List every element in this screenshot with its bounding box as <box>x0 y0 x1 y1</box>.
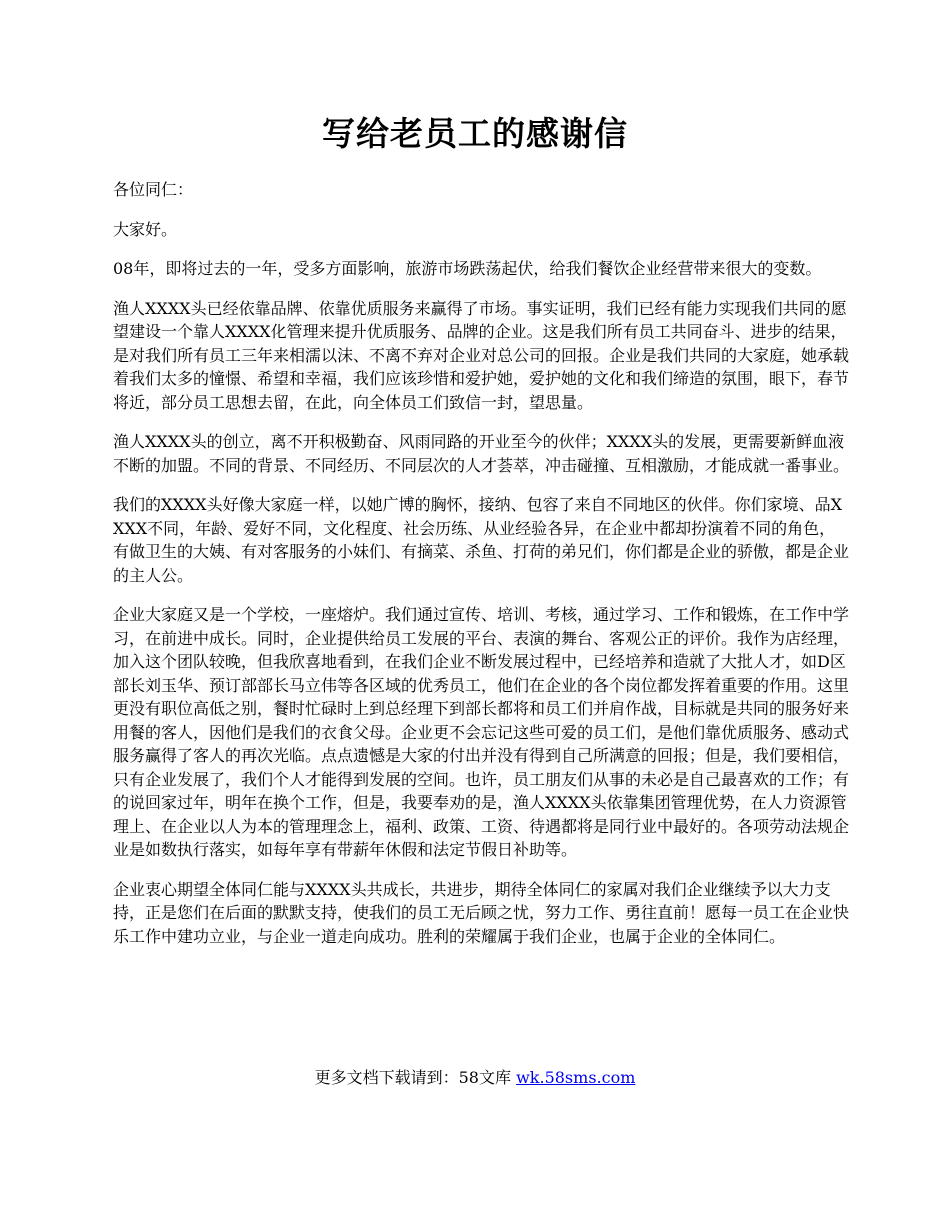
paragraph: 企业大家庭又是一个学校，一座熔炉。我们通过宣传、培训、考核，通过学习、工作和锻炼，在工作中学习，在前进中成长。同时，企业提供给员工发展的平台、表演的舞台、客观公正的评价。我作为店经理，加入这个团队较晚，但我欣喜地看到，在我们企业不断发展过程中，已经培养和造就了大批人才，如D区部长刘玉华、预订部部长马立伟等各区域的优秀员工，他们在企业的各个岗位都发挥着重要的作用。这里更没有职位高低之别，餐时忙碌时上到总经理下到部长都将和员工们并肩作战，目标就是共同的服务好来用餐的客人，因他们是我们的衣食父母。企业更不会忘记这些可爱的员工们，是他们靠优质服务、感动式服务赢得了客人的再次光临。点点遗憾是大家的付出并没有得到自己所满意的回报；但是，我们要相信，只有企业发展了，我们个人才能得到发展的空间。也许，员工朋友们从事的未必是自己最喜欢的工作；有的说回家过年，明年在换个工作，但是，我要奉劝的是，渔人XXXX头依靠集团管理优势，在人力资源管理上、在企业以人为本的管理理念上，福利、政策、工资、待遇都将是同行业中最好的。各项劳动法规企业是如数执行落实，如每年享有带薪年休假和法定节假日补助等。 <box>113 605 850 859</box>
footer-text: 更多文档下载请到：58文库 <box>314 1068 511 1087</box>
page-title: 写给老员工的感谢信 <box>322 114 628 153</box>
paragraph: 我们的XXXX头好像大家庭一样，以她广博的胸怀，接纳、包容了来自不同地区的伙伴。你们家境、品XXXX不同，年龄、爱好不同，文化程度、社会历练、从业经验各异，在企业中都却扮演着不同的角色，有做卫生的大姨、有对客服务的小妹们、有摘菜、杀鱼、打荷的弟兄们，你们都是企业的骄傲，都是企业的主人公。 <box>113 495 850 585</box>
footer-link[interactable]: wk.58sms.com <box>516 1068 636 1087</box>
letter-body <box>113 178 851 964</box>
greeting: 大家好。 <box>113 219 178 239</box>
paragraph: 企业衷心期望全体同仁能与XXXX头共成长，共进步，期待全体同仁的家属对我们企业继续予以大力支持，正是您们在后面的默默支持，使我们的员工无后顾之忧，努力工作、勇往直前！愿每一员工在企业快乐工作中建功立业，与企业一道走向成功。胜利的荣耀属于我们企业，也属于企业的全体同仁。 <box>113 879 850 946</box>
salutation: 各位同仁： <box>113 180 194 199</box>
paragraph: 渔人XXXX头已经依靠品牌、依靠优质服务来赢得了市场。事实证明，我们已经有能力实现我们共同的愿望建设一个靠人XXXX化管理来提升优质服务、品牌的企业。这是我们所有员工共同奋斗、进步的结果，是对我们所有员工三年来相濡以沫、不离不弃对企业对总公司的回报。企业是我们共同的大家庭，她承载着我们太多的憧憬、希望和幸福，我们应该珍惜和爱护她，爱护她的文化和我们缔造的氛围，眼下，春节将近，部分员工思想去留，在此，向全体员工们致信一封，望思量。 <box>113 298 850 412</box>
download-footer <box>0 1066 950 1089</box>
paragraph: 渔人XXXX头的创立，离不开积极勤奋、风雨同路的开业至今的伙伴；XXXX头的发展，更需要新鲜血液不断的加盟。不同的背景、不同经历、不同层次的人才荟萃，冲击碰撞、互相激励，才能成就一番事业。 <box>113 432 850 475</box>
paragraph: 08年，即将过去的一年，受多方面影响，旅游市场跌荡起伏，给我们餐饮企业经营带来很大的变数。 <box>113 259 822 278</box>
